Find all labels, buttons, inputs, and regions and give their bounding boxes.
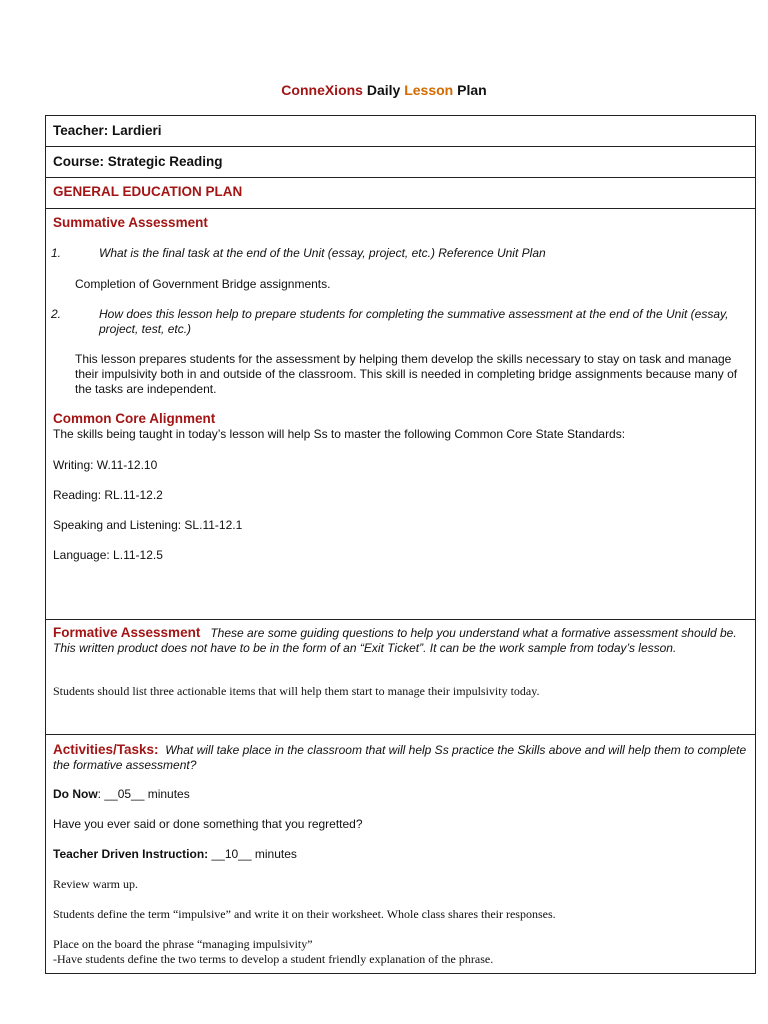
activities-row <box>46 735 755 973</box>
summative-answer-1: Completion of Government Bridge assignments. <box>75 277 331 291</box>
tdi-line <box>53 847 748 862</box>
board-text: Place on the board the phrase “managing impulsivity” <box>53 937 313 951</box>
summative-heading: Summative Assessment <box>53 215 208 230</box>
explain-text: -Have students define the two terms to develop a student friendly explanation of the phrase. <box>53 952 494 966</box>
question-2-text: How does this lesson help to prepare students for completing the summative assessment at the end of the Unit (essay, project, test, etc.) <box>99 307 729 336</box>
do-now-question: Have you ever said or done something that you regretted? <box>53 817 363 831</box>
course-row <box>46 147 755 178</box>
standard-speaking: Speaking and Listening: SL.11-12.1 <box>53 518 243 532</box>
standard-language: Language: L.11-12.5 <box>53 548 163 562</box>
formative-row <box>46 620 755 735</box>
question-1-text: What is the final task at the end of the Unit (essay, project, etc.) Reference Unit Plan <box>99 246 546 260</box>
teacher-row <box>46 116 755 147</box>
lesson-plan-table <box>45 115 756 974</box>
activities-block <box>53 742 748 773</box>
course-text: Course: Strategic Reading <box>53 154 223 169</box>
activities-prompt: What will take place in the classroom that will help Ss practice the Skills above and will help them to complete the formative assessment? <box>53 743 747 772</box>
title-connexions: ConneXions <box>281 82 363 98</box>
question-2-number: 2. <box>51 307 62 321</box>
formative-block <box>53 625 748 656</box>
summative-question-2 <box>53 307 748 337</box>
title-plan: Plan <box>453 82 487 98</box>
formative-prompt: These are some guiding questions to help you understand what a formative assessment should be. This written product does not have to be in the form of an “Exit Ticket”. It can be the work sample from today’s lesson. <box>53 626 737 655</box>
review-text: Review warm up. <box>53 877 138 891</box>
do-now-line <box>53 787 748 802</box>
plan-heading-row <box>46 178 755 209</box>
question-1-number: 1. <box>51 246 62 260</box>
summative-row <box>46 209 755 620</box>
common-core-heading: Common Core Alignment <box>53 411 216 426</box>
activities-heading: Activities/Tasks: <box>53 742 159 757</box>
title-daily: Daily <box>362 82 405 98</box>
page-title <box>0 82 768 98</box>
common-core-intro: The skills being taught in today’s lesson will help Ss to master the following Common Core State Standards: <box>53 427 626 441</box>
standard-writing: Writing: W.11-12.10 <box>53 458 158 472</box>
summative-question-1 <box>53 246 748 261</box>
do-now-label: Do Now <box>53 787 98 801</box>
formative-heading: Formative Assessment <box>53 625 201 640</box>
standard-reading: Reading: RL.11-12.2 <box>53 488 163 502</box>
tdi-minutes: __10__ minutes <box>208 847 297 861</box>
formative-answer: Students should list three actionable items that will help them start to manage their impulsivity today. <box>53 684 540 698</box>
plan-heading: GENERAL EDUCATION PLAN <box>53 184 243 199</box>
summative-answer-2: This lesson prepares students for the assessment by helping them develop the skills necessary to stay on task and manage their impulsivity both in and outside of the classroom. This skill is needed in completing bridge assignments because many of the tasks are independent. <box>75 352 738 396</box>
do-now-minutes: : __05__ minutes <box>97 787 190 801</box>
teacher-text: Teacher: Lardieri <box>53 123 162 138</box>
tdi-label: Teacher Driven Instruction: <box>53 847 209 861</box>
title-lesson: Lesson <box>404 82 454 98</box>
define-text: Students define the term “impulsive” and write it on their worksheet. Whole class shares their responses. <box>53 907 556 921</box>
